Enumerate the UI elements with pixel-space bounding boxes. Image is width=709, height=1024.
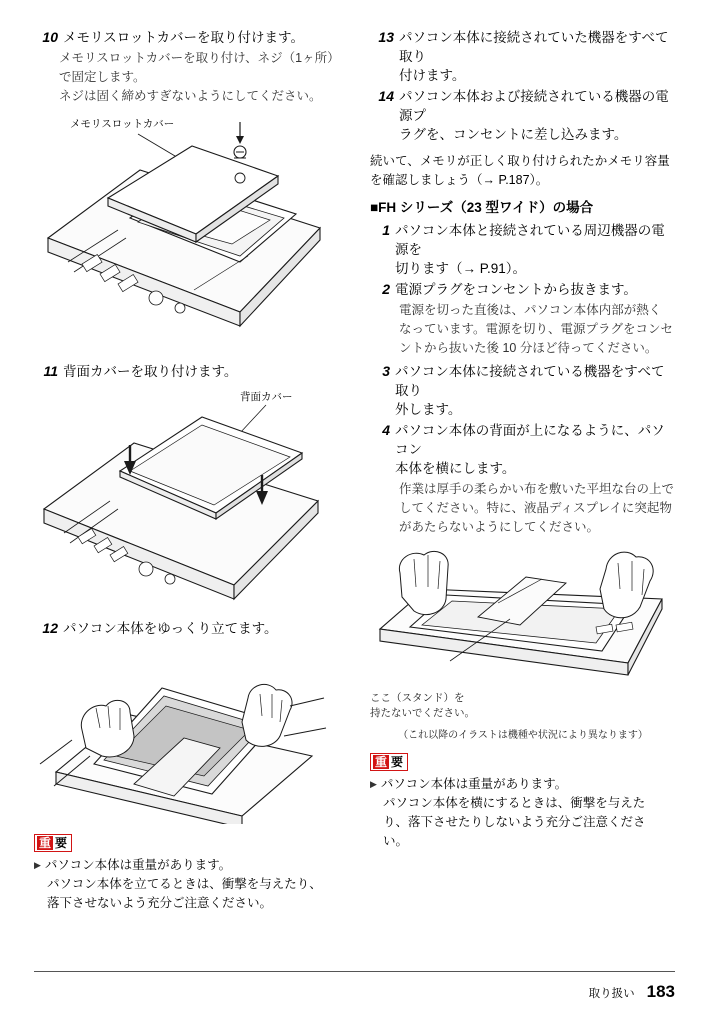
- footer-page-number: 183: [646, 982, 675, 1001]
- step-10-body-line-3: ネジは固く締めすぎないようにしてください。: [59, 89, 322, 103]
- step-13-title: [399, 28, 676, 85]
- important-bullet-right-line-1: パソコン本体を横にするときは、衝撃を与えた: [383, 796, 646, 810]
- followup-paragraph-line-2: を確認しましょう（→ P.187）。: [370, 173, 549, 187]
- step-10-body: [59, 49, 340, 106]
- step-1: [370, 221, 676, 278]
- step-3-title-line-1: パソコン本体に接続されている機器をすべて取り: [395, 364, 665, 398]
- step-2: [370, 280, 676, 299]
- figure-back-cover-art: [34, 387, 334, 609]
- footer-divider: [34, 971, 675, 972]
- step-10-body-line-1: メモリスロットカバーを取り付け、ネジ（1ヶ所）: [59, 51, 340, 65]
- step-2-body: [399, 301, 676, 358]
- followup-paragraph: [370, 152, 676, 190]
- important-bullet-line-1-left: パソコン本体を立てるときは、衝撃を与えたり、: [47, 877, 322, 891]
- figure-back-cover-label: 背面カバー: [240, 391, 293, 403]
- figure-memory-slot-cover: [34, 112, 340, 352]
- figure-stand-caption-line-2: 持たないでください。: [370, 707, 475, 719]
- important-badge-right: [370, 753, 408, 771]
- figure-memory-slot-cover-art: [34, 112, 334, 352]
- important-bullet-title-right: パソコン本体は重量があります。: [380, 777, 568, 791]
- figure-lay-down-pc-art: [370, 543, 670, 693]
- step-4-number: 4: [382, 422, 390, 438]
- step-14-title-line-1: パソコン本体および接続されている機器の電源プ: [399, 89, 669, 123]
- step-13-number: 13: [378, 29, 394, 45]
- section-heading-fh-series: ■FH シリーズ（23 型ワイド）の場合: [370, 200, 594, 215]
- step-1-title: [395, 221, 676, 278]
- footer-section-label: 取り扱い: [588, 988, 635, 1000]
- important-bullet-right-line-3: い。: [383, 834, 409, 848]
- step-10-title: メモリスロットカバーを取り付けます。: [63, 30, 304, 45]
- step-4-body-line-2: してください。特に、液晶ディスプレイに突起物: [399, 501, 672, 515]
- step-2-title: 電源プラグをコンセントから抜きます。: [395, 282, 637, 297]
- important-block-left: [34, 834, 340, 913]
- step-12-title: パソコン本体をゆっくり立てます。: [63, 621, 278, 636]
- important-badge-right-char-2: 要: [391, 755, 404, 769]
- step-4-body: [399, 480, 676, 537]
- step-13-title-line-2: 付けます。: [399, 68, 466, 83]
- step-12-number: 12: [42, 620, 58, 636]
- important-bullet-title-left: パソコン本体は重量があります。: [44, 858, 232, 872]
- followup-paragraph-line-1: 続いて、メモリが正しく取り付けられたかメモリ容量: [370, 154, 670, 168]
- figure-stand-caption: [370, 691, 676, 721]
- important-bullet-line-2-left: 落下させないよう充分ご注意ください。: [47, 896, 273, 910]
- step-3-number: 3: [382, 363, 390, 379]
- important-badge-char-2: 要: [55, 836, 68, 850]
- step-4-title-line-2: 本体を横にします。: [395, 461, 516, 476]
- footer: [589, 982, 675, 1002]
- figure-lift-pc: [34, 644, 340, 824]
- important-badge-right-char-1: 重: [375, 755, 388, 769]
- step-4-body-line-1: 作業は厚手の柔らかい布を敷いた平坦な台の上で: [399, 482, 675, 496]
- step-12: [34, 619, 340, 638]
- important-bullet-left: [34, 856, 340, 875]
- figure-back-cover: [34, 387, 340, 609]
- bullet-triangle-icon-right: ▶: [370, 779, 377, 789]
- step-1-number: 1: [382, 222, 390, 238]
- step-4-title: [395, 421, 676, 478]
- step-2-body-line-2: なっています。電源を切り、電源プラグをコンセ: [399, 322, 674, 336]
- figure-lay-down-pc: [370, 543, 676, 743]
- step-4-title-line-1: パソコン本体の背面が上になるように、パソコン: [395, 423, 665, 457]
- step-14-title-line-2: ラグを、コンセントに差し込みます。: [399, 127, 628, 142]
- step-2-body-line-3: ントから抜いた後 10 分ほど待ってください。: [399, 341, 658, 355]
- step-13-title-line-1: パソコン本体に接続されていた機器をすべて取り: [399, 30, 669, 64]
- important-body-right: [370, 775, 676, 851]
- step-14: [370, 87, 676, 144]
- step-3-title: [395, 362, 676, 419]
- figure-note: （これ以降のイラストは機種や状況により異なります）: [398, 730, 648, 741]
- important-bullet-right-line-2: り、落下させたりしないよう充分ご注意くださ: [383, 815, 646, 829]
- step-10-number: 10: [42, 29, 58, 45]
- figure-stand-caption-line-1: ここ（スタンド）を: [370, 692, 465, 704]
- step-4-body-line-3: があたらないようにしてください。: [399, 520, 600, 534]
- step-10: [34, 28, 340, 47]
- bullet-triangle-icon: ▶: [34, 860, 41, 870]
- step-11-title: 背面カバーを取り付けます。: [63, 364, 238, 379]
- step-14-title: [399, 87, 676, 144]
- right-column: [370, 28, 676, 851]
- step-10-body-line-2: で固定します。: [59, 70, 146, 84]
- step-14-number: 14: [378, 88, 394, 104]
- step-4: [370, 421, 676, 478]
- step-3: [370, 362, 676, 419]
- important-badge-char-1: 重: [39, 836, 52, 850]
- step-13: [370, 28, 676, 85]
- important-body-left: [34, 856, 340, 913]
- step-2-body-line-1: 電源を切った直後は、パソコン本体内部が熱く: [399, 303, 662, 317]
- step-11: [34, 362, 340, 381]
- step-1-title-line-1: パソコン本体と接続されている周辺機器の電源を: [395, 223, 665, 257]
- figure-lift-pc-art: [34, 644, 334, 824]
- step-2-number: 2: [382, 281, 390, 297]
- step-1-title-line-2: 切ります（→ P.91）。: [395, 261, 527, 276]
- step-3-title-line-2: 外します。: [395, 402, 462, 417]
- important-bullet-right: [370, 775, 676, 794]
- step-11-number: 11: [43, 363, 58, 379]
- figure-memory-slot-cover-label: メモリスロットカバー: [70, 118, 175, 130]
- left-column: [34, 28, 340, 913]
- important-badge: [34, 834, 72, 852]
- important-block-right: [370, 753, 676, 851]
